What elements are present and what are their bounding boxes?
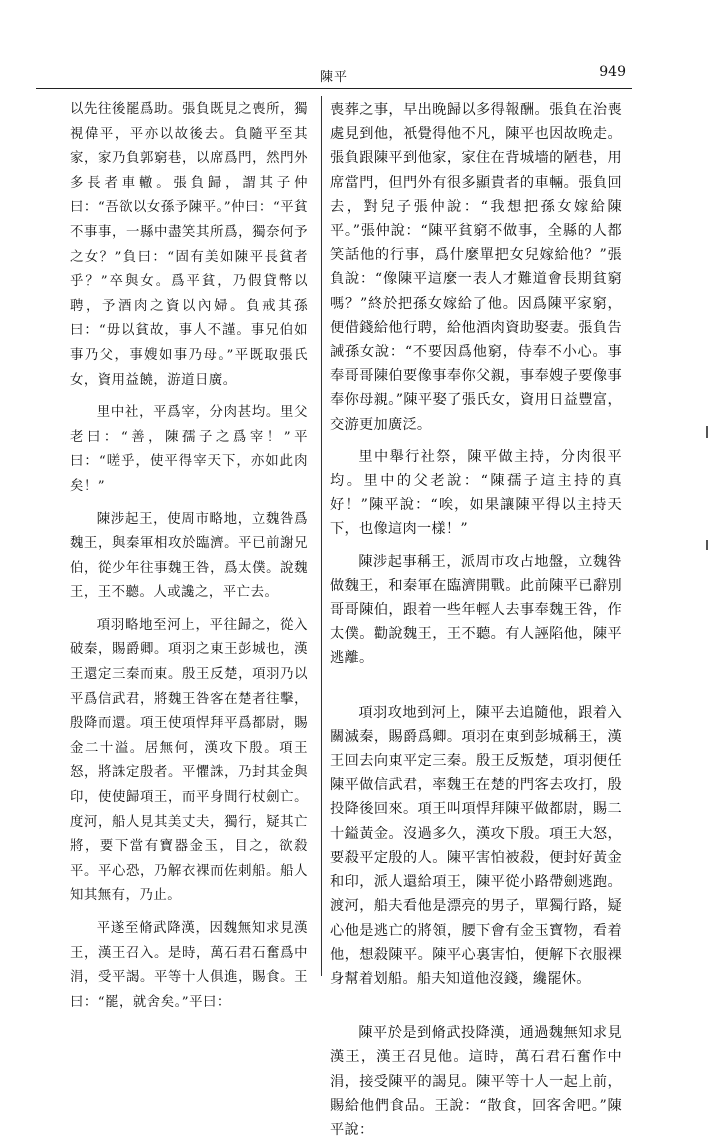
translation-paragraph: 項羽攻地到河上，陳平去追隨他，跟着入關滅秦，賜爵爲卿。項羽在東到彭城稱王，漢王回去向東平定三秦。殷王反叛楚，項羽便任陳平做信武君，率魏王在楚的門客去攻打，殷投降後回來。項王叫項悍拜陳平做都尉，賜二十鎰黃金。沒過多久，漢攻下殷。項王大怒，要殺平定殷的人。陳平害怕被殺，便封好黃金和印，派人還給項王，陳平從小路帶劍逃跑。渡河，船夫看他是漂亮的男子，單獨行路，疑心他是逃亡的將領，腰下會有金玉寶物，看着他，想殺陳平。陳平心裏害怕，便解下衣服裸身幫着划船。船夫知道他沒錢，纔罷休。 <box>330 704 622 987</box>
translation-paragraph: 陳涉起事稱王，派周市攻占地盤，立魏咎做魏王，和秦軍在臨濟開戰。此前陳平已辭別哥哥陳伯，跟着一些年輕人去事奉魏王咎，作太僕。勸說魏王，王不聽。有人誣陷他，陳平逃離。 <box>330 553 622 667</box>
edge-mark <box>706 426 708 438</box>
column-divider <box>321 96 322 976</box>
translation-column <box>330 98 622 1142</box>
edge-mark <box>706 540 708 550</box>
classical-paragraph: 以先往後罷爲助。張負既見之喪所，獨視偉平，平亦以故後去。負隨平至其家，家乃負郭窮巷，以席爲門，然門外多長者車轍。張負歸，謂其子仲曰：“吾欲以女孫予陳平。”仲曰：“平貧不事事，一縣中盡笑其所爲，獨奈何予之女？”負曰：“固有美如陳平長貧者乎？”卒與女。爲平貧，乃假貸幣以聘，予酒肉之資以內婦。負戒其孫曰：“毋以貧故，事人不謹。事兄伯如事乃父，事嫂如事乃母。”平既取張氏女，資用益饒，游道日廣。 <box>70 102 308 388</box>
classical-text-column <box>70 98 308 1015</box>
page-number: 949 <box>599 64 626 80</box>
classical-paragraph: 平遂至脩武降漢，因魏無知求見漢王，漢王召入。是時，萬石君石奮爲中涓，受平謁。平等十人俱進，賜食。王曰：“罷，就舍矣。”平曰： <box>70 921 308 1010</box>
classical-paragraph: 陳涉起王，使周市略地，立魏咎爲魏王，與秦軍相攻於臨濟。平已前謝兄伯，從少年往事魏王咎，爲太僕。說魏王，王不聽。人或讒之，平亡去。 <box>70 511 308 601</box>
classical-paragraph: 里中社，平爲宰，分肉甚均。里父老曰：“善，陳孺子之爲宰！”平曰：“嗟乎，使平得宰天下，亦如此肉矣！” <box>70 405 308 494</box>
translation-paragraph: 里中舉行社祭，陳平做主持，分肉很平均。里中的父老說：“陳孺子這主持的真好！”陳平說：“唉，如果讓陳平得以主持天下，也像這肉一樣！” <box>330 448 622 538</box>
translation-paragraph: 喪葬之事，早出晚歸以多得報酬。張負在治喪處見到他，衹覺得他不凡，陳平也因故晚走。張負跟陳平到他家，家住在背城墻的陋巷，用席當門，但門外有很多顯貴者的車輛。張負回去，對兒子張仲說：“我想把孫女嫁給陳平。”張仲說：“陳平貧窮不做事，全縣的人都笑話他的行事，爲什麼單把女兒嫁給他？”張負說：“像陳平這麼一表人才難道會長期貧窮嗎？”終於把孫女嫁給了他。因爲陳平家窮，便借錢給他行聘，給他酒肉資助娶妻。張負告誡孫女說：“不要因爲他窮，侍奉不小心。事奉哥哥陳伯要像事奉你父親，事奉嫂子要像事奉你母親。”陳平娶了張氏女，資用日益豐富，交游更加廣泛。 <box>330 102 622 433</box>
running-title: 陳平 <box>319 70 348 85</box>
classical-paragraph: 項羽略地至河上，平往歸之，從入破秦，賜爵卿。項羽之東王彭城也，漢王還定三秦而東。殷王反楚，項羽乃以平爲信武君，將魏王咎客在楚者往擊，殷降而還。項王使項悍拜平爲都尉，賜金二十溢。居無何，漢攻下殷。項王怒，將誅定殷者。平懼誅，乃封其金與印，使使歸項王，而平身間行杖劍亡。度河，船人見其美丈夫，獨行，疑其亡將，要下當有寶器金玉，目之，欲殺平。平心恐，乃解衣裸而佐刺船。船人知其無有，乃止。 <box>70 617 308 904</box>
translation-paragraph: 陳平於是到脩武投降漢，通過魏無知求見漢王，漢王召見他。這時，萬石君石奮作中涓，接受陳平的謁見。陳平等十人一起上前，賜給他們食品。王說：“散食，回客舍吧。”陳平說： <box>330 1025 622 1138</box>
page-header <box>36 62 632 89</box>
